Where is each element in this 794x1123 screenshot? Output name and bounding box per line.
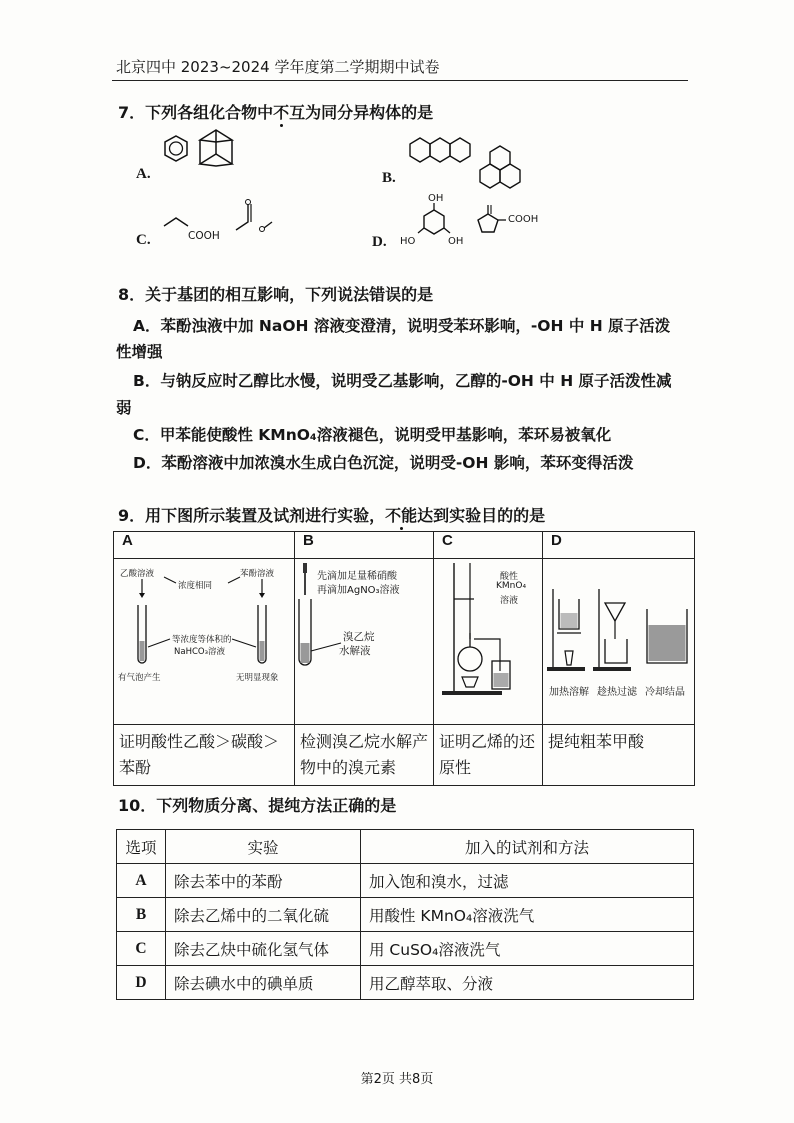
q10-header-method: 加入的试剂和方法 xyxy=(361,830,694,864)
burner xyxy=(462,677,478,687)
q7-emphasis: 不 xyxy=(273,103,290,122)
q9-label-b: B xyxy=(295,532,434,559)
fig-d-step3: 冷却结晶 xyxy=(645,687,685,698)
cyclopentenone-ring xyxy=(478,214,498,232)
q10-header-option: 选项 xyxy=(117,830,166,864)
q10-table xyxy=(116,829,694,1000)
stand1-base xyxy=(547,667,585,671)
q9-label-c: C xyxy=(434,532,543,559)
wash-liquid xyxy=(494,673,509,687)
q7-option-c: C. xyxy=(136,232,151,248)
ester-chain xyxy=(236,204,248,230)
table-row xyxy=(117,864,694,898)
fig-b-line4: 水解液 xyxy=(339,645,371,657)
arrow-same-left xyxy=(164,577,176,583)
stand-base xyxy=(442,691,502,695)
liquid-right xyxy=(260,641,265,661)
q9-figure-b xyxy=(295,559,434,725)
lamp1 xyxy=(565,651,573,665)
benzene-ring xyxy=(165,136,187,161)
carbonyl-oxygen xyxy=(246,200,251,205)
q10-row-b-experiment: 除去乙烯中的二氧化硫 xyxy=(166,898,361,932)
fig-b-drawing xyxy=(295,559,425,699)
q10-row-b-method: 用酸性 KMnO₄溶液洗气 xyxy=(361,898,694,932)
q7b-structures xyxy=(408,136,538,188)
q10-stem: 10．下列物质分离、提纯方法正确的是 xyxy=(118,796,397,815)
arrow-same-right xyxy=(228,577,240,583)
fig-b-line3: 溴乙烷 xyxy=(343,631,375,643)
q8-stem: 8．关于基团的相互影响，下列说法错误的是 xyxy=(118,285,434,304)
q8-option-c: C．甲苯能使酸性 KMnO₄溶液褪色，说明受甲基影响，苯环易被氧化 xyxy=(133,426,612,444)
fig-a-gas-label: 有气泡产生 xyxy=(118,673,161,683)
beaker1-liquid xyxy=(561,613,578,628)
q10-header-row xyxy=(117,830,694,864)
q9-stem xyxy=(118,503,545,526)
fig-a-nahco3-line2: NaHCO₃溶液 xyxy=(174,647,225,657)
propanoic-chain xyxy=(164,218,188,226)
q7d-cooh: COOH xyxy=(508,214,539,225)
q8-option-d: D．苯酚溶液中加浓溴水生成白色沉淀，说明受-OH 影响，苯环变得活泼 xyxy=(133,454,634,472)
q7d-ho-left: HO xyxy=(400,236,416,247)
q8-option-a-line2: 性增强 xyxy=(116,343,163,361)
q10-row-c-method: 用 CuSO₄溶液洗气 xyxy=(361,932,694,966)
q7-stem xyxy=(118,100,433,123)
dropper-bulb xyxy=(303,563,307,573)
prismane xyxy=(200,130,232,166)
q9-figure-row xyxy=(114,559,695,725)
fig-c-drawing xyxy=(434,559,534,699)
liquid-left xyxy=(140,641,145,661)
q8-option-b-line1: B．与钠反应时乙醇比水慢，说明受乙基影响，乙醇的-OH 中 H 原子活泼性减 xyxy=(133,372,672,390)
q10-row-d-method: 用乙醇萃取、分液 xyxy=(361,966,694,1000)
table-row xyxy=(117,966,694,1000)
q10-row-a-experiment: 除去苯中的苯酚 xyxy=(166,864,361,898)
arrowhead-right xyxy=(259,593,265,598)
q9-emphasis: 不能 xyxy=(385,506,418,525)
phenalene-frame xyxy=(480,146,520,188)
q7-stem-part2: 互为同分异构体的是 xyxy=(289,103,434,122)
fig-a-same-label: 浓度相同 xyxy=(178,581,213,591)
ester-oxygen xyxy=(260,227,265,232)
q7d-structures xyxy=(406,200,556,250)
q10-row-c-option: C xyxy=(117,932,166,966)
funnel xyxy=(605,603,625,621)
q9-caption-b: 检测溴乙烷水解产物中的溴元素 xyxy=(295,725,434,786)
fig-a-none-label: 无明显现象 xyxy=(236,673,279,683)
liquid-b xyxy=(301,643,310,663)
fig-c-line3: 溶液 xyxy=(500,596,519,606)
q10-row-a-option: A xyxy=(117,864,166,898)
fig-d-drawing xyxy=(543,559,698,679)
q9-figure-d xyxy=(543,559,695,725)
q9-figure-c xyxy=(434,559,543,725)
q7d-oh-right: OH xyxy=(448,236,464,247)
q9-table xyxy=(113,531,695,786)
q7-stem-part1: 7．下列各组化合物中 xyxy=(118,103,274,122)
fig-a-drawing xyxy=(114,559,286,699)
delivery-tube xyxy=(474,639,500,671)
fig-c-line1: 酸性 xyxy=(500,572,519,582)
oh-bond-right xyxy=(444,228,450,233)
q9-caption-c: 证明乙烯的还原性 xyxy=(434,725,543,786)
q9-stem-part2: 达到实验目的的是 xyxy=(417,506,546,525)
header-rule xyxy=(112,80,688,81)
fig-a-phenol-label: 苯酚溶液 xyxy=(240,569,275,579)
q9-caption-row xyxy=(114,725,695,786)
q9-label-row xyxy=(114,532,695,559)
fig-a-nahco3-line1: 等浓度等体积的 xyxy=(172,635,232,645)
q8-option-b-line2: 弱 xyxy=(116,399,132,417)
beaker3-liquid xyxy=(649,625,686,661)
q7a-structures xyxy=(160,128,240,178)
arrowhead-left xyxy=(139,593,145,598)
q7-option-b: B. xyxy=(382,170,396,186)
q7-option-a: A. xyxy=(136,166,151,182)
fig-a-acid-label: 乙酸溶液 xyxy=(120,569,155,579)
q7c-cooh: COOH xyxy=(188,230,220,242)
anthracene-frame xyxy=(410,138,470,162)
pointer-left xyxy=(148,639,170,647)
beaker2 xyxy=(605,639,627,663)
q9-stem-part1: 9．用下图所示装置及试剂进行实验， xyxy=(118,506,386,525)
q9-label-d: D xyxy=(543,532,695,559)
q9-figure-a xyxy=(114,559,295,725)
fig-b-line2: 再滴加AgNO₃溶液 xyxy=(317,585,400,596)
q10-row-a-method: 加入饱和溴水，过滤 xyxy=(361,864,694,898)
fig-c-line2: KMnO₄ xyxy=(496,581,527,591)
fig-d-step2: 趁热过滤 xyxy=(597,687,637,698)
page-header: 北京四中 2023~2024 学年度第二学期期中试卷 xyxy=(116,58,440,76)
fig-d-step1: 加热溶解 xyxy=(549,687,589,698)
q9-caption-d: 提纯粗苯甲酸 xyxy=(543,725,695,786)
q7d-oh-top: OH xyxy=(428,193,444,204)
stand2-base xyxy=(593,667,631,671)
q7-option-d: D. xyxy=(372,234,387,250)
methoxy-bond xyxy=(264,222,272,228)
q10-row-d-option: D xyxy=(117,966,166,1000)
q9-label-a: A xyxy=(114,532,295,559)
benzene-circle xyxy=(170,142,183,155)
pointer-b xyxy=(311,643,341,651)
q10-row-b-option: B xyxy=(117,898,166,932)
q10-row-d-experiment: 除去碘水中的碘单质 xyxy=(166,966,361,1000)
fig-b-line1: 先滴加足量稀硝酸 xyxy=(317,571,397,582)
pointer-right xyxy=(232,639,256,647)
page-footer: 第2页 共8页 xyxy=(360,1072,434,1087)
q8-option-a-line1: A．苯酚浊液中加 NaOH 溶液变澄清，说明受苯环影响，-OH 中 H 原子活泼 xyxy=(133,317,671,335)
flask xyxy=(458,647,482,671)
table-row xyxy=(117,898,694,932)
phloroglucinol-ring xyxy=(424,210,444,234)
table-row xyxy=(117,932,694,966)
q7c-structures xyxy=(160,198,290,248)
q9-caption-a: 证明酸性乙酸＞碳酸＞苯酚 xyxy=(114,725,295,786)
q10-header-experiment: 实验 xyxy=(166,830,361,864)
oh-bond-left xyxy=(418,228,424,233)
q10-row-c-experiment: 除去乙炔中硫化氢气体 xyxy=(166,932,361,966)
